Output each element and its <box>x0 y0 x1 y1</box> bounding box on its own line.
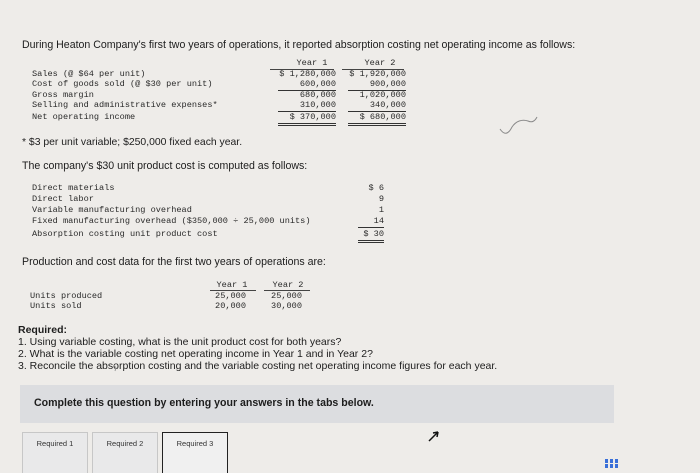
prod-row-y2: 30,000 <box>271 301 302 311</box>
cost-row-label: Direct materials <box>32 183 115 193</box>
is-row-label: Gross margin <box>32 90 94 100</box>
prod-row-y1: 25,000 <box>215 291 246 301</box>
cost-row-value: $ 30 <box>358 229 384 243</box>
prod-row-y2: 25,000 <box>271 291 302 301</box>
cost-row-value: $ 6 <box>368 183 384 193</box>
pen-scribble-icon <box>498 115 538 137</box>
cost-row-value: 9 <box>378 194 384 204</box>
year2-header: Year 2 <box>364 58 396 68</box>
is-row-y2: $ 680,000 <box>348 112 406 126</box>
instructions-banner <box>20 385 614 423</box>
intro-text: During Heaton Company's first two years of operations, it reported absorption costing net operating income as follows: <box>22 39 576 51</box>
tab-required-3[interactable]: Required 3 <box>162 432 228 473</box>
is-row-y1: $ 370,000 <box>278 112 336 126</box>
is-row-label: Cost of goods sold (@ $30 per unit) <box>32 79 213 89</box>
unit-cost-intro: The company's $30 unit product cost is computed as follows: <box>22 160 308 172</box>
prod-row-label: Units sold <box>30 301 82 311</box>
required-item: 3. Reconcile the absorption costing and the variable costing net operating income figures for each year. <box>18 360 498 372</box>
unit-cost-table <box>32 183 396 245</box>
required-title: Required: <box>18 324 68 336</box>
footnote: * $3 per unit variable; $250,000 fixed each year. <box>22 137 243 148</box>
prod-year2-header: Year 2 <box>272 280 304 290</box>
cost-row-label: Direct labor <box>32 194 94 204</box>
production-table <box>30 280 320 314</box>
income-statement-table <box>32 58 412 128</box>
prod-row-y1: 20,000 <box>215 301 246 311</box>
grid-icon[interactable] <box>605 459 619 468</box>
tab-required-1[interactable]: Required 1 <box>22 432 88 473</box>
is-row-label: Net operating income <box>32 112 136 122</box>
prod-row-label: Units produced <box>30 291 103 301</box>
is-row-y1: 680,000 <box>299 90 336 100</box>
prod-year1-header: Year 1 <box>216 280 248 290</box>
tab-required-2[interactable]: Required 2 <box>92 432 158 473</box>
is-row-y1: 310,000 <box>278 100 336 112</box>
is-row-label: Sales (@ $64 per unit) <box>32 69 146 79</box>
pen-mark-icon <box>112 364 120 372</box>
is-row-y2: 340,000 <box>348 100 406 112</box>
instructions-text: Complete this question by entering your answers in the tabs below. <box>34 397 374 409</box>
cost-row-value: 1 <box>378 205 384 215</box>
is-row-y2: 1,020,000 <box>359 90 406 100</box>
is-row-y1: $ 1,280,000 <box>279 69 336 79</box>
cost-row-label: Fixed manufacturing overhead ($350,000 ÷ 25,000 units) <box>32 216 311 226</box>
is-row-label: Selling and administrative expenses* <box>32 100 218 110</box>
is-row-y2: 900,000 <box>348 79 406 91</box>
is-row-y2: $ 1,920,000 <box>349 69 406 79</box>
production-intro: Production and cost data for the first two years of operations are: <box>22 256 326 268</box>
is-row-y1: 600,000 <box>278 79 336 91</box>
cost-row-label: Absorption costing unit product cost <box>32 229 218 239</box>
cost-row-value: 14 <box>358 216 384 228</box>
required-item: 1. Using variable costing, what is the unit product cost for both years? <box>18 336 342 348</box>
cost-row-label: Variable manufacturing overhead <box>32 205 192 215</box>
required-section <box>18 324 497 372</box>
mouse-cursor-icon <box>428 430 440 442</box>
year1-header: Year 1 <box>296 58 328 68</box>
required-item: 2. What is the variable costing net operating income in Year 1 and in Year 2? <box>18 348 373 360</box>
